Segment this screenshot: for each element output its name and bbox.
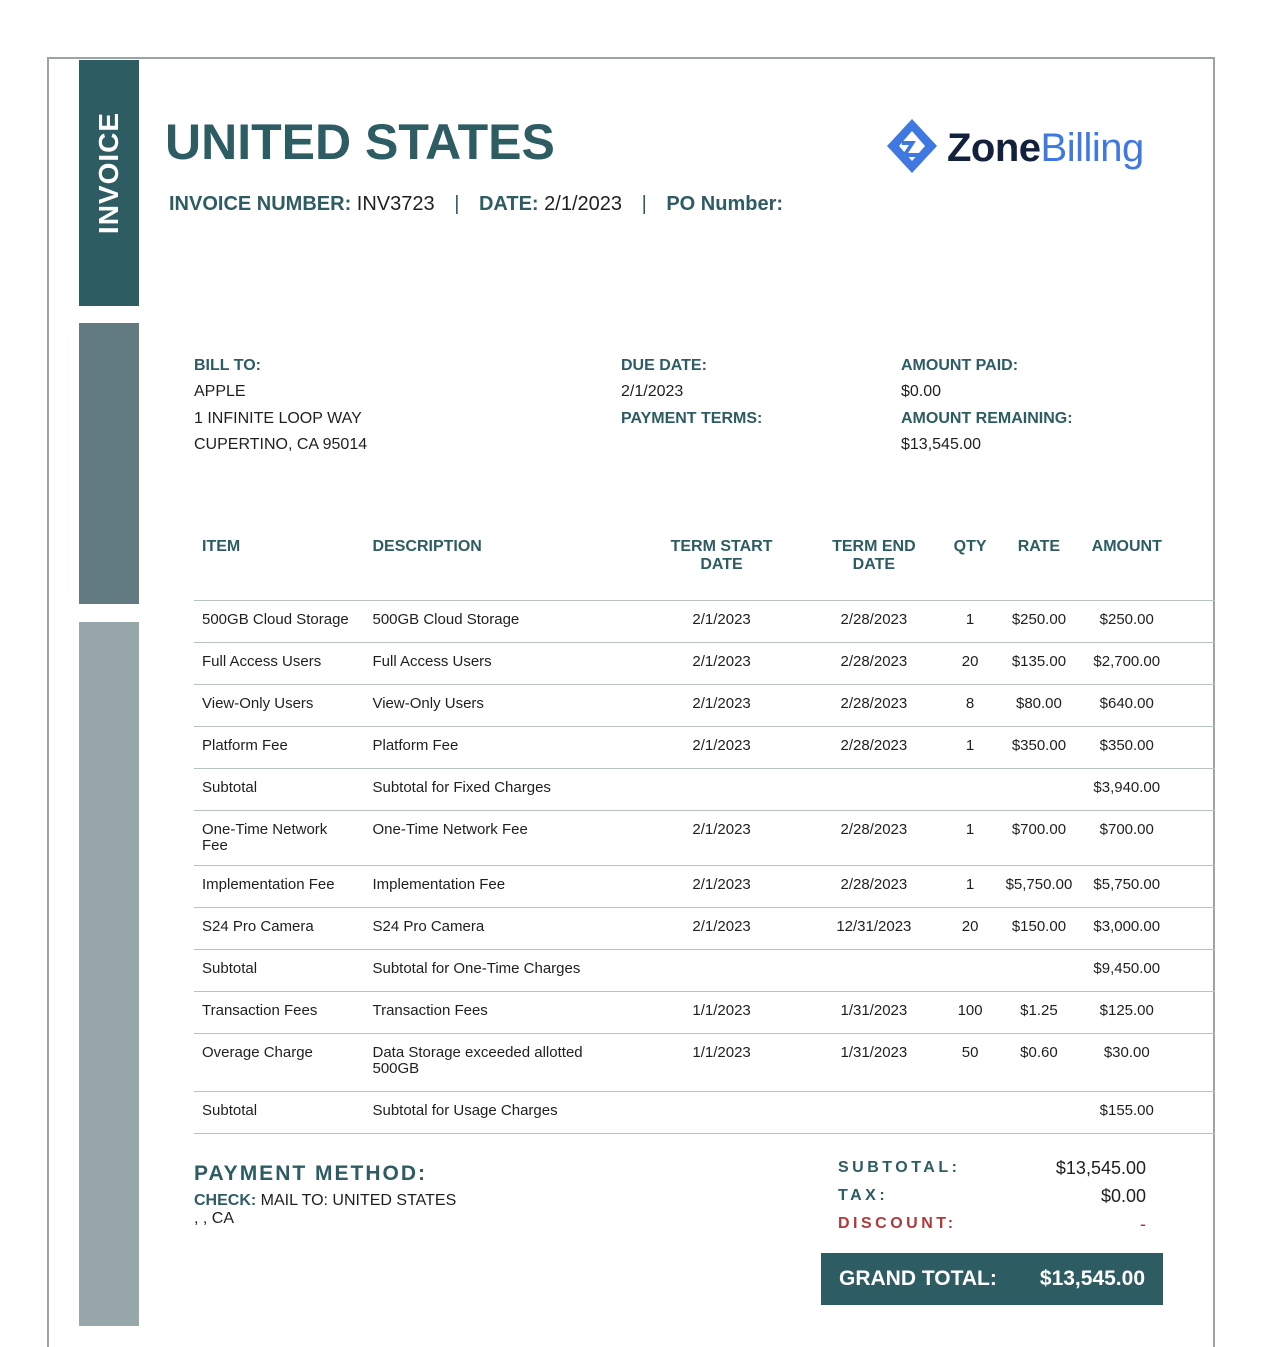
zonebilling-logo xyxy=(885,118,1144,178)
cell-description: Transaction Fees xyxy=(364,992,638,1034)
payment-address-line2: , , CA xyxy=(194,1210,235,1227)
term-end-header-line1: TERM END xyxy=(832,538,916,555)
cell-rate: $350.00 xyxy=(998,727,1081,769)
table-row xyxy=(194,685,1215,727)
cell-spacer xyxy=(1173,866,1215,908)
amount-remaining-label: AMOUNT REMAINING: xyxy=(901,409,1073,427)
cell-end: 2/28/2023 xyxy=(805,811,943,866)
cell-spacer xyxy=(1173,601,1215,643)
cell-amount: $2,700.00 xyxy=(1080,643,1173,685)
subtotal-row xyxy=(194,950,1215,992)
po-number-label: PO Number: xyxy=(666,193,784,215)
grand-total-box xyxy=(821,1253,1163,1305)
cell-rate: $1.25 xyxy=(998,992,1081,1034)
cell-description: View-Only Users xyxy=(364,685,638,727)
cell-amount: $9,450.00 xyxy=(1080,950,1173,992)
amount-paid-block xyxy=(901,353,1073,458)
cell-end xyxy=(805,1092,943,1134)
grand-total-label: GRAND TOTAL: xyxy=(839,1267,997,1290)
cell-start: 1/1/2023 xyxy=(638,1034,805,1092)
cell-item: Subtotal xyxy=(194,1092,364,1134)
cell-rate: $80.00 xyxy=(998,685,1081,727)
cell-description: S24 Pro Camera xyxy=(364,908,638,950)
column-header-qty: QTY xyxy=(943,530,998,601)
date-label: DATE: xyxy=(478,193,539,215)
cell-start: 2/1/2023 xyxy=(638,866,805,908)
table-row xyxy=(194,866,1215,908)
column-header-amount: AMOUNT xyxy=(1080,530,1173,601)
bill-to-block xyxy=(194,353,367,458)
column-header-rate: RATE xyxy=(998,530,1081,601)
cell-item: S24 Pro Camera xyxy=(194,908,364,950)
payment-method-details xyxy=(194,1192,456,1228)
column-header-term-start xyxy=(638,530,805,601)
cell-end: 1/31/2023 xyxy=(805,1034,943,1092)
cell-end: 2/28/2023 xyxy=(805,727,943,769)
cell-rate: $5,750.00 xyxy=(998,866,1081,908)
amount-paid-value: $0.00 xyxy=(901,383,942,401)
cell-item: Subtotal xyxy=(194,950,364,992)
cell-start xyxy=(638,1092,805,1134)
cell-amount: $155.00 xyxy=(1080,1092,1173,1134)
cell-rate: $700.00 xyxy=(998,811,1081,866)
amount-paid-label: AMOUNT PAID: xyxy=(901,357,1019,374)
invoice-side-label xyxy=(79,60,139,306)
payment-method-title: PAYMENT METHOD: xyxy=(194,1162,428,1185)
cell-description: Implementation Fee xyxy=(364,866,638,908)
cell-start: 2/1/2023 xyxy=(638,601,805,643)
cell-description: Platform Fee xyxy=(364,727,638,769)
table-row xyxy=(194,908,1215,950)
cell-start: 2/1/2023 xyxy=(638,908,805,950)
column-header-description: DESCRIPTION xyxy=(364,530,638,601)
cell-rate xyxy=(998,1092,1081,1134)
cell-spacer xyxy=(1173,685,1215,727)
cell-start: 2/1/2023 xyxy=(638,685,805,727)
cell-qty xyxy=(943,769,998,811)
cell-description: Subtotal for One-Time Charges xyxy=(364,950,638,992)
bill-to-address-line2: CUPERTINO, CA 95014 xyxy=(194,435,368,453)
cell-spacer xyxy=(1173,1034,1215,1092)
tax-label: TAX: xyxy=(838,1187,889,1204)
cell-item: Overage Charge xyxy=(194,1034,364,1092)
table-row xyxy=(194,1034,1215,1092)
invoice-number-label: INVOICE NUMBER: xyxy=(169,193,352,215)
meta-separator: | xyxy=(641,193,647,215)
discount-label: DISCOUNT: xyxy=(838,1215,957,1232)
subtotal-row xyxy=(194,1092,1215,1134)
subtotal-label: SUBTOTAL: xyxy=(838,1159,961,1176)
invoice-number-value: INV3723 xyxy=(356,193,435,215)
table-row xyxy=(194,643,1215,685)
cell-qty: 1 xyxy=(943,811,998,866)
term-end-header-line2: DATE xyxy=(852,556,896,573)
cell-qty: 20 xyxy=(943,643,998,685)
cell-rate: $250.00 xyxy=(998,601,1081,643)
cell-amount: $250.00 xyxy=(1080,601,1173,643)
cell-end xyxy=(805,950,943,992)
cell-item: View-Only Users xyxy=(194,685,364,727)
payment-terms-label: PAYMENT TERMS: xyxy=(621,409,763,427)
cell-item: Subtotal xyxy=(194,769,364,811)
invoice-side-label-text: INVOICE xyxy=(93,111,124,235)
bill-to-name: APPLE xyxy=(194,383,246,401)
cell-qty xyxy=(943,950,998,992)
cell-spacer xyxy=(1173,727,1215,769)
cell-rate: $0.60 xyxy=(998,1034,1081,1092)
cell-description: Full Access Users xyxy=(364,643,638,685)
cell-spacer xyxy=(1173,811,1215,866)
cell-start: 1/1/2023 xyxy=(638,992,805,1034)
cell-qty: 1 xyxy=(943,727,998,769)
cell-item: Platform Fee xyxy=(194,727,364,769)
meta-separator: | xyxy=(454,193,460,215)
side-bar-bottom xyxy=(79,622,139,1326)
table-row xyxy=(194,811,1215,866)
term-start-header-line1: TERM START xyxy=(670,538,773,555)
cell-spacer xyxy=(1173,908,1215,950)
check-value: MAIL TO: UNITED STATES xyxy=(260,1192,457,1209)
cell-amount: $30.00 xyxy=(1080,1034,1173,1092)
cell-rate xyxy=(998,950,1081,992)
table-row xyxy=(194,727,1215,769)
logo-word-zone: Zone xyxy=(947,125,1041,170)
cell-qty xyxy=(943,1092,998,1134)
subtotal-row xyxy=(194,769,1215,811)
cell-end: 1/31/2023 xyxy=(805,992,943,1034)
table-row xyxy=(194,992,1215,1034)
cell-description: Data Storage exceeded allotted 500GB xyxy=(364,1034,638,1092)
cell-item: Full Access Users xyxy=(194,643,364,685)
cell-qty: 100 xyxy=(943,992,998,1034)
column-header-term-end xyxy=(805,530,943,601)
cell-end: 2/28/2023 xyxy=(805,866,943,908)
bill-to-label: BILL TO: xyxy=(194,357,261,374)
cell-spacer xyxy=(1173,992,1215,1034)
cell-rate: $135.00 xyxy=(998,643,1081,685)
cell-amount: $640.00 xyxy=(1080,685,1173,727)
cell-item: Transaction Fees xyxy=(194,992,364,1034)
cell-start: 2/1/2023 xyxy=(638,727,805,769)
side-bar-middle xyxy=(79,323,139,604)
tax-value: $0.00 xyxy=(1100,1186,1146,1206)
logo-wordmark xyxy=(947,126,1144,171)
cell-start: 2/1/2023 xyxy=(638,643,805,685)
date-value: 2/1/2023 xyxy=(544,193,623,215)
cell-spacer xyxy=(1173,1092,1215,1134)
cell-spacer xyxy=(1173,643,1215,685)
cell-qty: 1 xyxy=(943,601,998,643)
cell-end xyxy=(805,769,943,811)
cell-amount: $3,000.00 xyxy=(1080,908,1173,950)
due-date-label: DUE DATE: xyxy=(621,357,707,374)
cell-start xyxy=(638,950,805,992)
line-items-table xyxy=(194,530,1215,1134)
cell-description: Subtotal for Fixed Charges xyxy=(364,769,638,811)
check-label: CHECK: xyxy=(194,1192,257,1209)
cell-qty: 20 xyxy=(943,908,998,950)
cell-spacer xyxy=(1173,950,1215,992)
cell-amount: $700.00 xyxy=(1080,811,1173,866)
cell-end: 2/28/2023 xyxy=(805,643,943,685)
page-title: UNITED STATES xyxy=(165,114,555,170)
cell-qty: 1 xyxy=(943,866,998,908)
cell-amount: $350.00 xyxy=(1080,727,1173,769)
due-date-block xyxy=(621,353,762,432)
cell-description: Subtotal for Usage Charges xyxy=(364,1092,638,1134)
cell-end: 12/31/2023 xyxy=(805,908,943,950)
bill-to-address-line1: 1 INFINITE LOOP WAY xyxy=(194,409,362,427)
column-header-item: ITEM xyxy=(194,530,364,601)
table-header-row xyxy=(194,530,1215,601)
cell-item: Implementation Fee xyxy=(194,866,364,908)
table-row xyxy=(194,601,1215,643)
term-start-header-line2: DATE xyxy=(700,556,743,573)
amount-remaining-value: $13,545.00 xyxy=(901,435,982,453)
discount-value: - xyxy=(1140,1214,1146,1234)
cell-end: 2/28/2023 xyxy=(805,601,943,643)
cell-amount: $5,750.00 xyxy=(1080,866,1173,908)
zonebilling-diamond-logo-icon xyxy=(885,117,939,180)
cell-item: 500GB Cloud Storage xyxy=(194,601,364,643)
cell-description: 500GB Cloud Storage xyxy=(364,601,638,643)
cell-item: One-Time Network Fee xyxy=(194,811,364,866)
cell-amount: $3,940.00 xyxy=(1080,769,1173,811)
cell-start: 2/1/2023 xyxy=(638,811,805,866)
cell-start xyxy=(638,769,805,811)
cell-qty: 50 xyxy=(943,1034,998,1092)
logo-word-billing: Billing xyxy=(1040,125,1144,170)
cell-rate xyxy=(998,769,1081,811)
due-date-value: 2/1/2023 xyxy=(621,383,684,401)
cell-amount: $125.00 xyxy=(1080,992,1173,1034)
subtotal-value: $13,545.00 xyxy=(1055,1158,1146,1178)
grand-total-value: $13,545.00 xyxy=(1039,1267,1145,1290)
cell-end: 2/28/2023 xyxy=(805,685,943,727)
cell-qty: 8 xyxy=(943,685,998,727)
cell-rate: $150.00 xyxy=(998,908,1081,950)
column-header-spacer xyxy=(1173,530,1215,601)
cell-spacer xyxy=(1173,769,1215,811)
cell-description: One-Time Network Fee xyxy=(364,811,638,866)
invoice-meta-line xyxy=(169,193,783,216)
